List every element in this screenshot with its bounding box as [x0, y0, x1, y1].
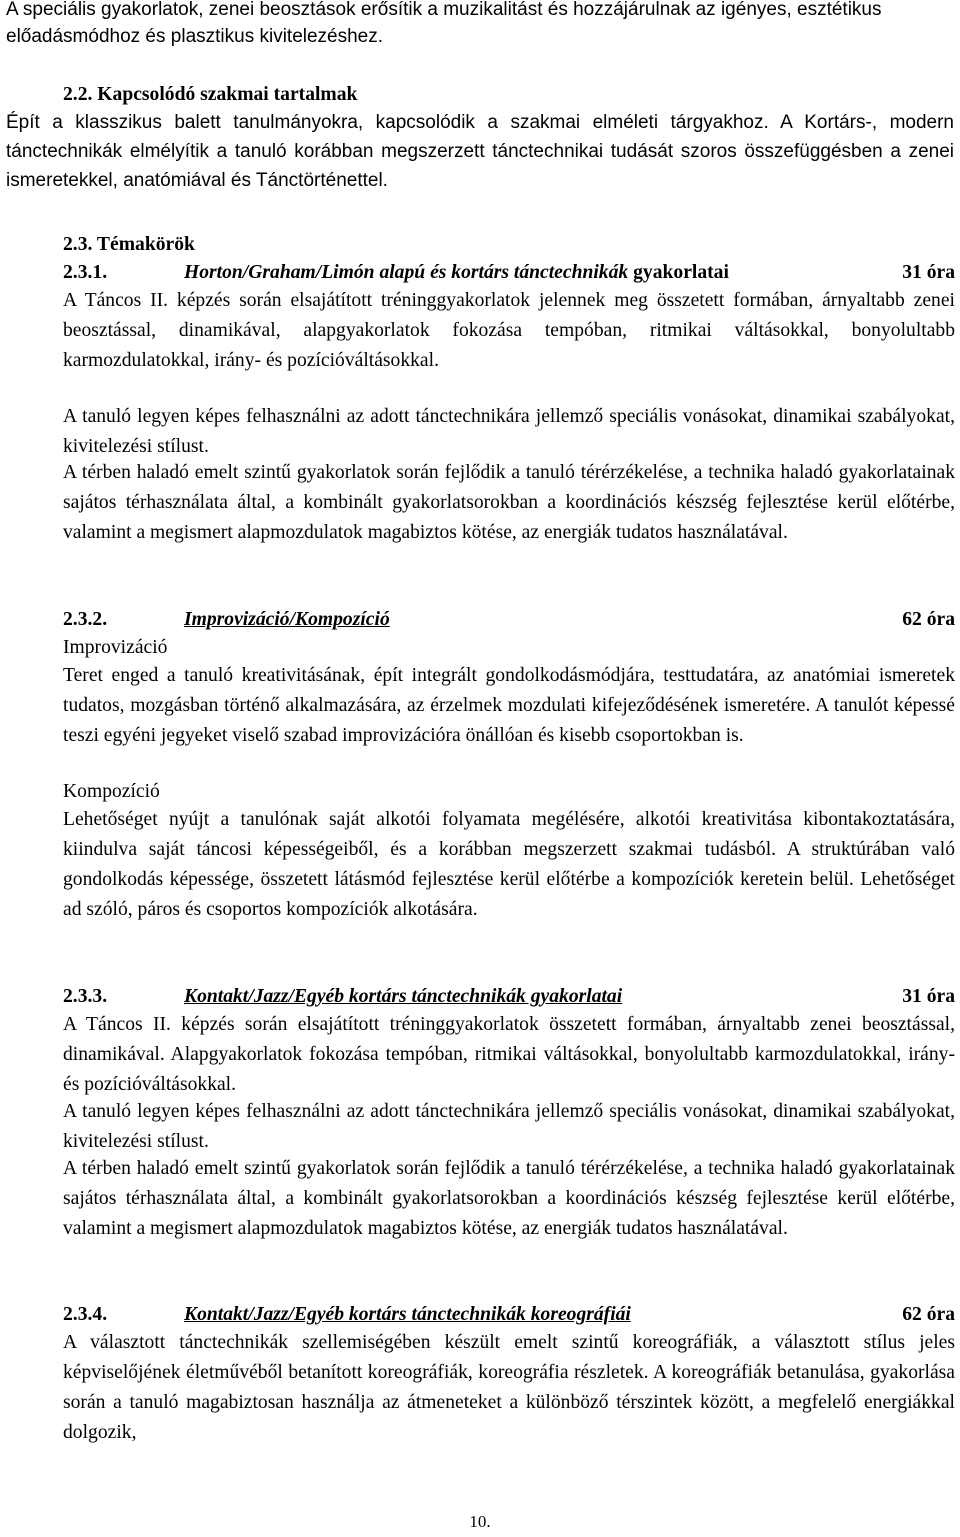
topic-4-heading	[63, 1300, 955, 1330]
page-number: 10.	[469, 1512, 491, 1531]
topic-2-sub-text: Lehetőséget nyújt a tanulónak saját alkotói folyamata megélésére, alkotói kreativitása kibontakoztatására, kiindulva saját táncosi képességeiből, és a korábban megszerzett szakmai tudásból. A struktúrában való gondolkodás képessége, összetett látásmód fejlesztése kerül előtérbe a kompozíciók keretein belül. Lehetőséget ad szóló, páros és csoportos kompozíciók alkotására.	[63, 809, 955, 921]
intro-paragraph: A speciális gyakorlatok, zenei beosztások erősítik a muzikalitást és hozzájárulnak az igényes, esztétikus előadásmódhoz és plasztikus kivitelezéshez.	[6, 0, 882, 47]
section-2-2-heading: 2.2. Kapcsolódó szakmai tartalmak	[63, 84, 358, 105]
topic-3-heading	[63, 982, 955, 1012]
topic-3-paragraph: A térben haladó emelt szintű gyakorlatok során fejlődik a tanuló térérzékelése, a technika haladó gyakorlatainak sajátos térhasználata által, a kombinált gyakorlatsorokban a koordinációs készség fejlesztése kerül előtérbe, valamint a megismert alapmozdulatok magabiztos kötése, az energiák tudatos használatával.	[63, 1158, 955, 1240]
topic-1-title	[184, 258, 729, 288]
section-2-2-body: Épít a klasszikus balett tanulmányokra, kapcsolódik a szakmai elméleti tárgyakhoz. A Kortárs-, modern tánctechnikák elmélyítik a tanuló korábban megszerzett tánctechnikai tudását szoros összefüggésben a zenei ismeretekkel, anatómiával és Tánctörténettel.	[6, 112, 954, 191]
topic-4-paragraph: A választott tánctechnikák szellemiségében készült emelt szintű koreográfiák, a választott stílus jeles képviselőjének életművéből betanított koreográfiák, koreográfia részletek. A koreográfiák betanulása, gyakorlása során a tanuló magabiztosan használja az átmeneteket a különböző térszintek között, a megfelelő energiákkal dolgozik,	[63, 1332, 955, 1444]
topic-4-hours: 62 óra	[902, 1304, 955, 1325]
topic-2-number: 2.3.2.	[63, 609, 108, 630]
topic-3-paragraph: A Táncos II. képzés során elsajátított tréninggyakorlatok összetett formában, árnyaltabb zenei beosztással, dinamikával. Alapgyakorlatok fokozása tempóban, ritmikai váltásokkal, bonyolultabb karmozdulatokkal, irány- és pozícióváltásokkal.	[63, 1014, 955, 1096]
topic-2-heading	[63, 605, 955, 635]
topic-3-title: Kontakt/Jazz/Egyéb kortárs tánctechnikák gyakorlatai	[184, 986, 623, 1007]
topic-3-paragraph: A tanuló legyen képes felhasználni az adott tánctechnikára jellemző speciális vonásokat, dinamikai szabályokat, kivitelezési stílust.	[63, 1101, 955, 1153]
topic-1-paragraph: A térben haladó emelt szintű gyakorlatok során fejlődik a tanuló térérzékelése, a technika haladó gyakorlatainak sajátos térhasználata által, a kombinált gyakorlatsorokban a koordinációs készség fejlesztése kerül előtérbe, valamint a megismert alapmozdulatok magabiztos kötése, az energiák tudatos használatával.	[63, 462, 955, 544]
topic-2-sub-label: Improvizáció	[63, 637, 168, 658]
topic-2-sub-label: Kompozíció	[63, 781, 160, 802]
topic-4-number: 2.3.4.	[63, 1304, 108, 1325]
topic-1-paragraph: A Táncos II. képzés során elsajátított tréninggyakorlatok jelennek meg összetett formában, árnyaltabb zenei beosztással, dinamikával, alapgyakorlatok fokozása tempóban, ritmikai váltásokkal, bonyolultabb karmozdulatokkal, irány- és pozícióváltásokkal.	[63, 290, 955, 372]
topic-1-title-suffix: gyakorlatai	[633, 262, 729, 283]
topic-2-title: Improvizáció/Kompozíció	[184, 609, 390, 630]
topic-3-number: 2.3.3.	[63, 986, 108, 1007]
topic-1-paragraph: A tanuló legyen képes felhasználni az adott tánctechnikára jellemző speciális vonásokat, dinamikai szabályokat, kivitelezési stílust.	[63, 406, 955, 458]
topic-1-hours: 31 óra	[902, 262, 955, 283]
topic-1-number: 2.3.1.	[63, 262, 108, 283]
section-2-3-heading: 2.3. Témakörök	[63, 234, 195, 255]
topic-1-title-text: Horton/Graham/Limón alapú és kortárs tánctechnikák	[184, 262, 629, 283]
topic-1-heading	[63, 258, 955, 288]
topic-3-hours: 31 óra	[902, 986, 955, 1007]
topic-2-hours: 62 óra	[902, 609, 955, 630]
topic-4-title: Kontakt/Jazz/Egyéb kortárs tánctechnikák koreográfiái	[184, 1304, 631, 1325]
topic-2-sub-text: Teret enged a tanuló kreativitásának, épít integrált gondolkodásmódjára, testtudatára, az anatómiai ismeretek tudatos, mozgásban történő alkalmazására, az érzelmek mozdulati kifejeződésének ismeretére. A tanulót képessé teszi egyéni jegyeket viselő szabad improvizációra önállóan és kisebb csoportokban is.	[63, 665, 955, 747]
